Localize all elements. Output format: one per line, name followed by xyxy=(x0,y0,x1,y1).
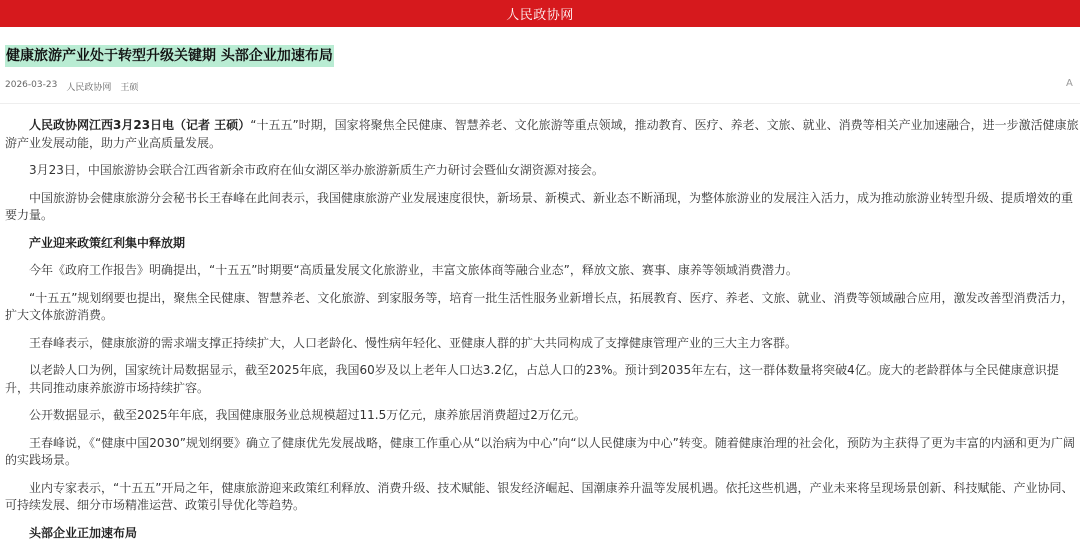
publish-date: 2026-03-23 xyxy=(5,80,58,90)
article-author: 王硕 xyxy=(120,83,139,93)
paragraph: 中国旅游协会健康旅游分会秘书长王春峰在此间表示，我国健康旅游产业发展速度很快，新场景、新模式、新业态不断涌现，为整体旅游业的发展注入活力，成为推动旅游业转型升级、提质增效的重要力量。 xyxy=(5,190,1074,222)
header-divider xyxy=(0,103,1080,104)
lead-dateline: 人民政协网江西3月23日电（记者 王硕） xyxy=(29,118,251,132)
paragraph: 业内专家表示，“十五五”开局之年，健康旅游迎来政策红利释放、消费升级、技术赋能、银发经济崛起、国潮康养升温等发展机遇。依托这些机遇，产业未来将呈现场景创新、科技赋能、产业协同、可持续发展、细分市场精准运营、政策引导优化等趋势。 xyxy=(5,480,1074,512)
article-title: 健康旅游产业处于转型升级关键期 头部企业加速布局 xyxy=(5,45,334,67)
section-heading: 头部企业正加速布局 xyxy=(29,525,138,540)
paragraph: 王春峰说，《“健康中国2030”规划纲要》确立了健康优先发展战略，健康工作重心从“以治病为中心”向“以人民健康为中心”转变。随着健康治理的社会化，预防为主获得了更为丰富的内涵和更为广阔的实践场景。 xyxy=(5,435,1075,467)
article-body xyxy=(5,117,1080,552)
lead-text: “十五五”时期，国家将聚焦全民健康、智慧养老、文化旅游等重点领域，推动教育、医疗、养老、文旅、就业、消费等相关产业加速融合，进一步激活健康旅游产业发展动能，助力产业高质量发展。 xyxy=(5,118,1079,150)
section-heading: 产业迎来政策红利集中释放期 xyxy=(29,235,186,250)
paragraph: 以老龄人口为例，国家统计局数据显示，截至2025年底，我国60岁及以上老年人口达3.2亿，占总人口的23%。预计到2035年左右，这一群体数量将突破4亿。庞大的老龄群体与全民健康意识提升，共同推动康养旅游市场持续扩容。 xyxy=(5,363,1059,395)
paragraph: 公开数据显示，截至2025年年底，我国健康服务业总规模超过11.5万亿元，康养旅居消费超过2万亿元。 xyxy=(29,408,586,422)
paragraph: 今年《政府工作报告》明确提出，“十五五”时期要“高质量发展文化旅游业，丰富文旅体商等融合业态”，释放文旅、赛事、康养等领域消费潜力。 xyxy=(29,263,798,277)
font-size-icon[interactable] xyxy=(1066,78,1080,92)
font-size-label: A xyxy=(1066,78,1073,89)
site-title[interactable]: 人民政协网 xyxy=(506,8,574,23)
article-source[interactable]: 人民政协网 xyxy=(66,83,112,93)
paragraph: “十五五”规划纲要也提出，聚焦全民健康、智慧养老、文化旅游、到家服务等，培育一批生活性服务业新增长点，拓展教育、医疗、养老、文旅、就业、消费等领域融合应用，激发改善型消费活力，扩大文体旅游消费。 xyxy=(5,290,1074,322)
article-meta xyxy=(5,80,138,93)
site-header-bar xyxy=(0,0,1080,27)
paragraph: 王春峰表示，健康旅游的需求端支撑正持续扩大，人口老龄化、慢性病年轻化、亚健康人群的扩大共同构成了支撑健康管理产业的三大主力客群。 xyxy=(29,335,798,350)
lead-paragraph xyxy=(5,117,1080,152)
paragraph: 3月23日，中国旅游协会联合江西省新余市政府在仙女湖区举办旅游新质生产力研讨会暨仙女湖资源对接会。 xyxy=(29,163,604,177)
article-title-wrap xyxy=(5,44,334,68)
